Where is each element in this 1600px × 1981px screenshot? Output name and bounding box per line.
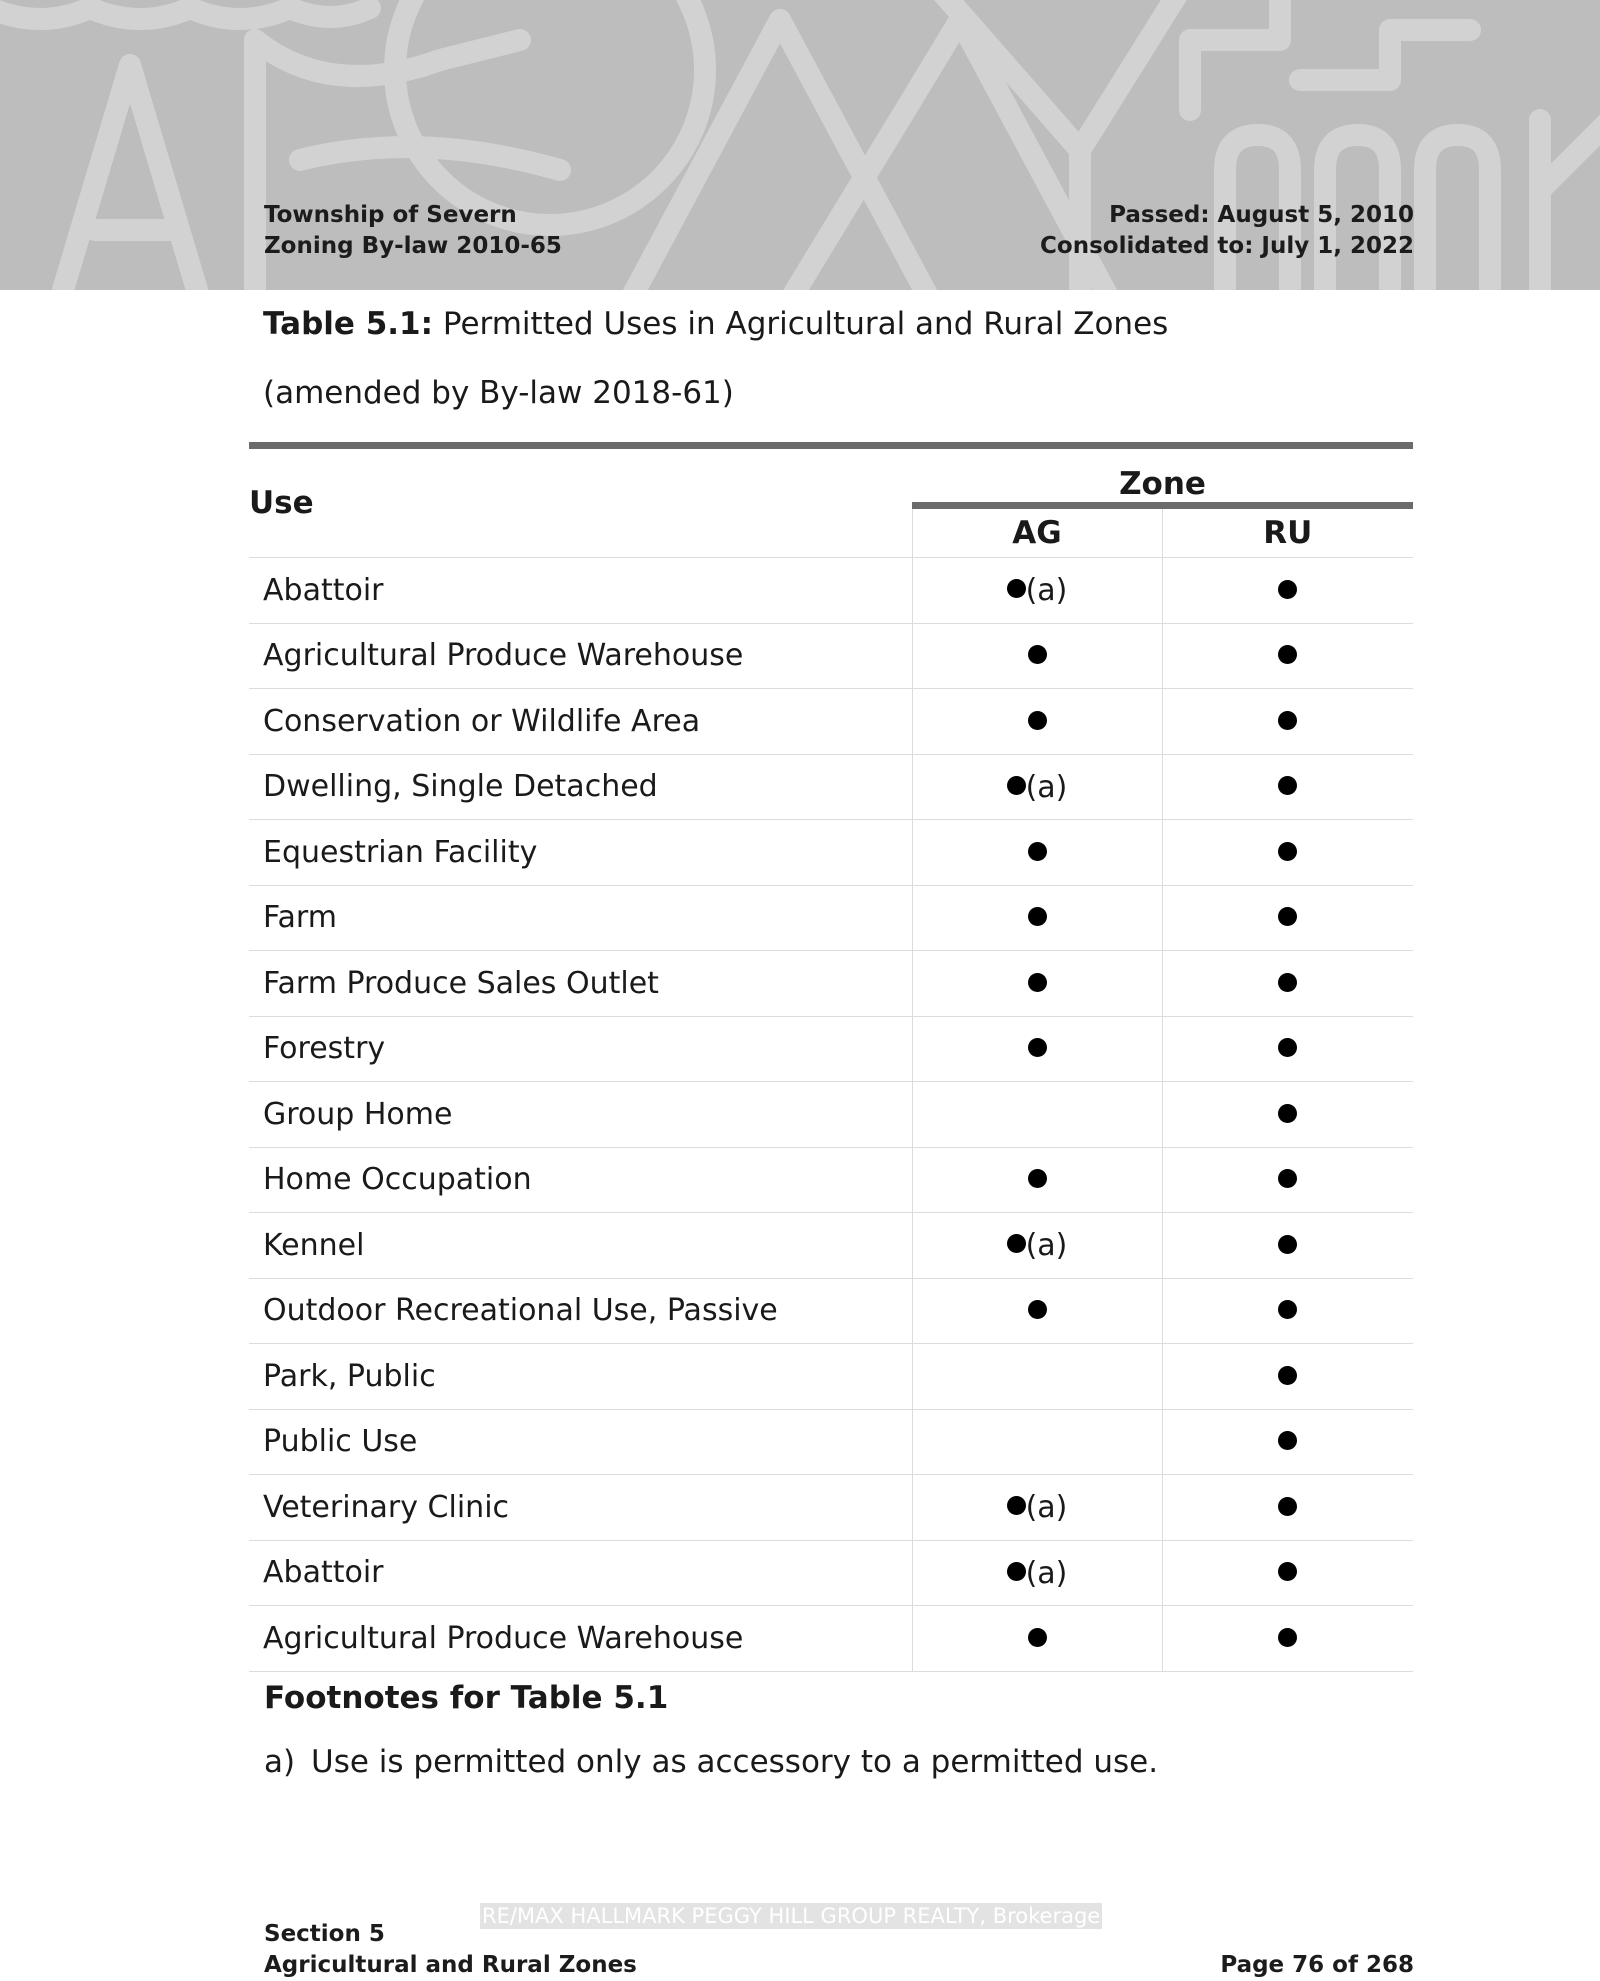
- use-name: Farm Produce Sales Outlet: [249, 951, 912, 1017]
- use-name: Public Use: [249, 1409, 912, 1475]
- section-title: Agricultural and Rural Zones: [264, 1952, 637, 1978]
- zone-ag-cell: [912, 1540, 1162, 1606]
- permitted-dot-icon: [1028, 1038, 1047, 1057]
- permitted-dot-icon: [1278, 973, 1297, 992]
- zone-ag-cell: [912, 1082, 1162, 1148]
- table-row: [249, 1213, 1413, 1279]
- use-name: Forestry: [249, 1016, 912, 1082]
- permitted-dot-icon: [1028, 842, 1047, 861]
- table-row: [249, 1016, 1413, 1082]
- use-name: Abattoir: [249, 1540, 912, 1606]
- table-row: [249, 689, 1413, 755]
- zone-ru-cell: [1162, 1409, 1413, 1475]
- permitted-dot-icon: [1028, 1169, 1047, 1188]
- zone-ag-cell: [912, 820, 1162, 886]
- permitted-dot-icon: [1007, 1496, 1026, 1515]
- permitted-dot-icon: [1007, 776, 1026, 795]
- zone-ag-cell: [912, 1278, 1162, 1344]
- use-column-header: Use: [249, 446, 912, 558]
- zone-ag-cell: [912, 885, 1162, 951]
- use-name: Agricultural Produce Warehouse: [249, 623, 912, 689]
- zone-ru-cell: [1162, 885, 1413, 951]
- permitted-dot-icon: [1278, 1169, 1297, 1188]
- table-row: [249, 1540, 1413, 1606]
- zone-ru-cell: [1162, 623, 1413, 689]
- permitted-dot-icon: [1028, 645, 1047, 664]
- zone-ag-cell: [912, 1147, 1162, 1213]
- permitted-dot-icon: [1007, 579, 1026, 598]
- permitted-dot-icon: [1278, 645, 1297, 664]
- table-row: [249, 820, 1413, 886]
- use-name: Conservation or Wildlife Area: [249, 689, 912, 755]
- permitted-dot-icon: [1028, 1628, 1047, 1647]
- footnote-item: [264, 1744, 1158, 1780]
- use-name: Home Occupation: [249, 1147, 912, 1213]
- zone-ag-cell: [912, 951, 1162, 1017]
- table-row: [249, 1344, 1413, 1410]
- zone-ag-cell: [912, 1213, 1162, 1279]
- zone-ru-cell: [1162, 689, 1413, 755]
- zone-ru-cell: [1162, 1082, 1413, 1148]
- table-row: [249, 1082, 1413, 1148]
- zone-ru-cell: [1162, 951, 1413, 1017]
- permitted-dot-icon: [1278, 1366, 1297, 1385]
- table-row: [249, 885, 1413, 951]
- permitted-dot-icon: [1278, 1038, 1297, 1057]
- permitted-dot-icon: [1278, 1562, 1297, 1581]
- permitted-dot-icon: [1278, 580, 1297, 599]
- zone-ag-header: AG: [912, 506, 1162, 558]
- bylaw-name: Zoning By-law 2010-65: [264, 233, 562, 259]
- zone-ru-cell: [1162, 1016, 1413, 1082]
- use-name: Park, Public: [249, 1344, 912, 1410]
- passed-date: Passed: August 5, 2010: [1109, 202, 1414, 228]
- footnote-reference: (a): [1025, 1228, 1068, 1264]
- zone-ag-cell: [912, 754, 1162, 820]
- header-banner: [0, 0, 1600, 290]
- table-row: [249, 951, 1413, 1017]
- permitted-dot-icon: [1278, 776, 1297, 795]
- municipality-name: Township of Severn: [264, 202, 517, 228]
- amendment-note: (amended by By-law 2018-61): [263, 375, 734, 411]
- zone-ru-cell: [1162, 1344, 1413, 1410]
- use-name: Kennel: [249, 1213, 912, 1279]
- zone-ag-cell: [912, 1475, 1162, 1541]
- permitted-dot-icon: [1278, 907, 1297, 926]
- permitted-dot-icon: [1278, 1628, 1297, 1647]
- zone-ru-cell: [1162, 1147, 1413, 1213]
- footnote-reference: (a): [1025, 769, 1068, 805]
- section-number: Section 5: [264, 1921, 385, 1947]
- zone-ag-cell: [912, 1344, 1162, 1410]
- permitted-dot-icon: [1278, 842, 1297, 861]
- table-title: Permitted Uses in Agricultural and Rural Zones: [442, 306, 1169, 342]
- use-name: Group Home: [249, 1082, 912, 1148]
- zone-ag-cell: [912, 623, 1162, 689]
- permitted-dot-icon: [1028, 973, 1047, 992]
- table-row: [249, 1409, 1413, 1475]
- consolidated-date: Consolidated to: July 1, 2022: [1040, 233, 1414, 259]
- permitted-dot-icon: [1278, 1104, 1297, 1123]
- zone-ru-cell: [1162, 1540, 1413, 1606]
- use-name: Veterinary Clinic: [249, 1475, 912, 1541]
- permitted-dot-icon: [1028, 711, 1047, 730]
- zone-column-header: Zone: [1119, 466, 1206, 502]
- footnote-reference: (a): [1025, 573, 1068, 609]
- zone-ru-cell: [1162, 1278, 1413, 1344]
- permitted-dot-icon: [1007, 1234, 1026, 1253]
- permitted-dot-icon: [1278, 1431, 1297, 1450]
- zone-ru-cell: [1162, 820, 1413, 886]
- table-label: Table 5.1:: [263, 306, 434, 342]
- table-row: [249, 623, 1413, 689]
- footnote-label: a): [264, 1744, 296, 1780]
- zone-ag-cell: [912, 1606, 1162, 1672]
- table-row: [249, 1475, 1413, 1541]
- header-left: [264, 200, 562, 262]
- footnotes-title: Footnotes for Table 5.1: [264, 1680, 669, 1716]
- zone-ru-header: RU: [1162, 506, 1413, 558]
- use-name: Agricultural Produce Warehouse: [249, 1606, 912, 1672]
- table-row: [249, 1606, 1413, 1672]
- uses-table-body: [249, 558, 1413, 1672]
- use-name: Abattoir: [249, 558, 912, 624]
- use-name: Outdoor Recreational Use, Passive: [249, 1278, 912, 1344]
- zone-ru-cell: [1162, 1475, 1413, 1541]
- page-number: Page 76 of 268: [1220, 1952, 1414, 1978]
- header-right: [1040, 200, 1414, 262]
- footnote-text: Use is permitted only as accessory to a permitted use.: [311, 1744, 1159, 1780]
- permitted-dot-icon: [1028, 907, 1047, 926]
- zone-ag-cell: [912, 689, 1162, 755]
- use-name: Farm: [249, 885, 912, 951]
- permitted-dot-icon: [1278, 1497, 1297, 1516]
- use-name: Equestrian Facility: [249, 820, 912, 886]
- use-name: Dwelling, Single Detached: [249, 754, 912, 820]
- footnote-reference: (a): [1025, 1555, 1068, 1591]
- brokerage-watermark: RE/MAX HALLMARK PEGGY HILL GROUP REALTY, Brokerage: [482, 1904, 1101, 1928]
- permitted-uses-table: [249, 442, 1413, 1672]
- table-row: [249, 558, 1413, 624]
- permitted-dot-icon: [1007, 1562, 1026, 1581]
- zone-ag-cell: [912, 558, 1162, 624]
- footnote-reference: (a): [1025, 1490, 1068, 1526]
- permitted-dot-icon: [1028, 1300, 1047, 1319]
- zone-ru-cell: [1162, 754, 1413, 820]
- table-row: [249, 754, 1413, 820]
- zone-ru-cell: [1162, 1606, 1413, 1672]
- zone-ag-cell: [912, 1016, 1162, 1082]
- zone-ru-cell: [1162, 558, 1413, 624]
- permitted-dot-icon: [1278, 711, 1297, 730]
- permitted-dot-icon: [1278, 1235, 1297, 1254]
- table-row: [249, 1278, 1413, 1344]
- zone-ru-cell: [1162, 1213, 1413, 1279]
- table-caption: [263, 306, 1168, 342]
- table-row: [249, 1147, 1413, 1213]
- footer-left: [264, 1919, 637, 1981]
- permitted-dot-icon: [1278, 1300, 1297, 1319]
- zone-ag-cell: [912, 1409, 1162, 1475]
